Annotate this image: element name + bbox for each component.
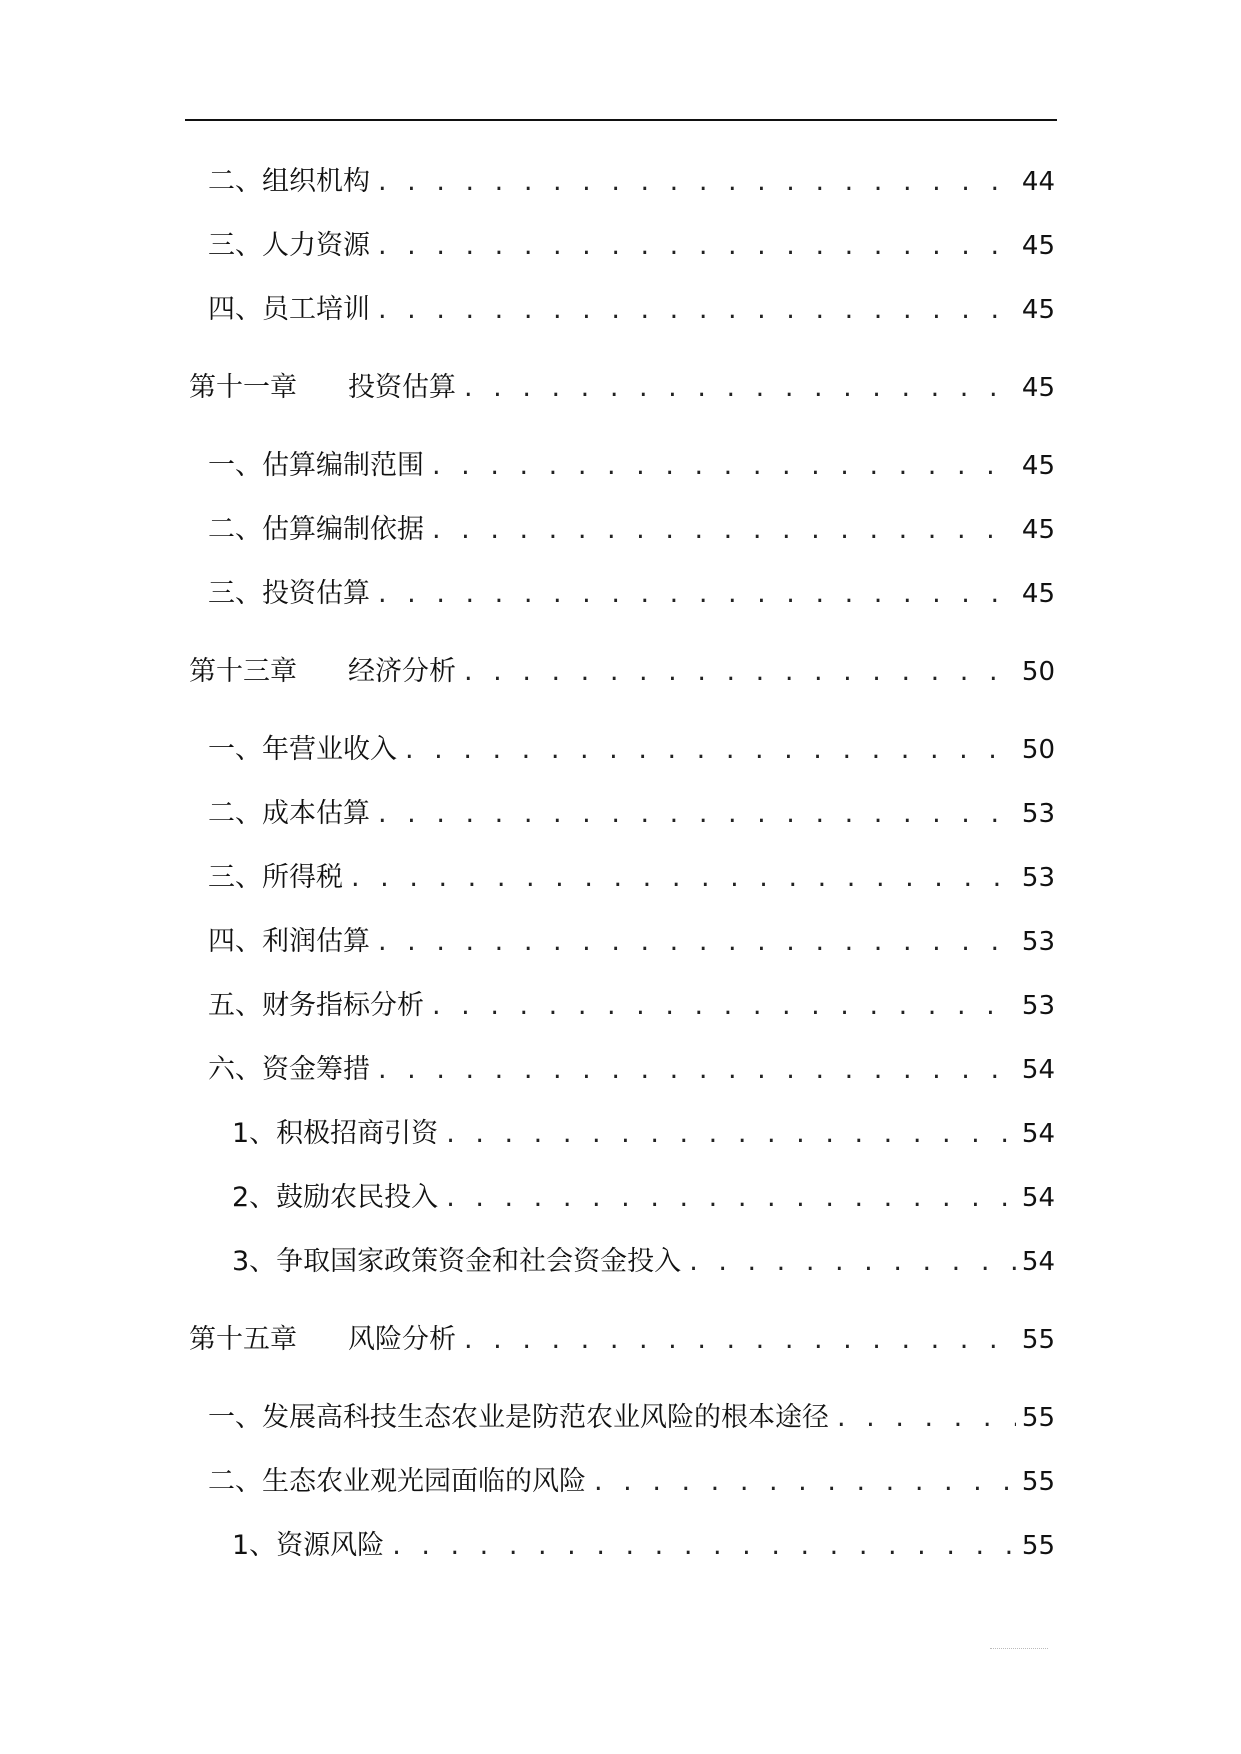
toc-entry[interactable]: [208, 510, 1055, 550]
toc-entry-title: 风险分析: [348, 1324, 456, 1355]
toc-page-number: 55: [1021, 1467, 1055, 1497]
toc-entry-title: 三、投资估算: [208, 578, 370, 609]
dot-leader: [464, 368, 1016, 408]
toc-entry[interactable]: [208, 922, 1055, 962]
toc-entry-title: 1、积极招商引资: [232, 1118, 439, 1149]
chapter-number: 第十一章: [189, 372, 297, 403]
toc-page-number: 45: [1021, 515, 1055, 545]
toc-entry-title: 二、成本估算: [208, 798, 370, 829]
dot-leader: [432, 986, 1016, 1026]
toc-entry[interactable]: [208, 226, 1055, 266]
toc-page-number: 54: [1021, 1055, 1055, 1085]
toc-entry-title: 一、估算编制范围: [208, 450, 424, 481]
dot-leader: [464, 1320, 1016, 1360]
dot-leader: [378, 1050, 1016, 1090]
toc-page-number: 44: [1021, 167, 1055, 197]
toc-entry[interactable]: [208, 446, 1055, 486]
toc-chapter-entry[interactable]: [189, 368, 1055, 408]
dot-leader: [446, 1178, 1016, 1218]
toc-entry-title: 2、鼓励农民投入: [232, 1182, 439, 1213]
dot-leader: [464, 652, 1016, 692]
toc-page-number: 54: [1021, 1247, 1055, 1277]
toc-page-number: 55: [1021, 1325, 1055, 1355]
toc-entry-title: 五、财务指标分析: [208, 990, 424, 1021]
footer-dotted-mark: [990, 1648, 1048, 1649]
dot-leader: [432, 510, 1016, 550]
toc-page-number: 45: [1021, 451, 1055, 481]
toc-page-number: 45: [1021, 579, 1055, 609]
toc-entry[interactable]: [208, 986, 1055, 1026]
toc-chapter-entry[interactable]: [189, 652, 1055, 692]
toc-page-number: 53: [1021, 863, 1055, 893]
toc-subentry[interactable]: [232, 1178, 1055, 1218]
toc-entry[interactable]: [208, 162, 1055, 202]
toc-subentry[interactable]: [232, 1242, 1055, 1282]
toc-page-number: 45: [1021, 231, 1055, 261]
toc-page-number: 53: [1021, 799, 1055, 829]
toc-entry[interactable]: [208, 1462, 1055, 1502]
dot-leader: [446, 1114, 1016, 1154]
dot-leader: [837, 1398, 1016, 1438]
dot-leader: [351, 858, 1016, 898]
toc-entry[interactable]: [208, 1050, 1055, 1090]
toc-page-number: 50: [1021, 657, 1055, 687]
toc-entry-title: 1、资源风险: [232, 1530, 385, 1561]
toc-page-number: 55: [1021, 1403, 1055, 1433]
toc-entry[interactable]: [208, 1398, 1055, 1438]
toc-page-number: 45: [1021, 373, 1055, 403]
toc-entry-title: 二、组织机构: [208, 166, 370, 197]
toc-entry[interactable]: [208, 574, 1055, 614]
toc-subentry[interactable]: [232, 1114, 1055, 1154]
toc-entry-title: 四、员工培训: [208, 294, 370, 325]
toc-subentry[interactable]: [232, 1526, 1055, 1566]
toc-entry-title: 二、估算编制依据: [208, 514, 424, 545]
dot-leader: [378, 162, 1016, 202]
toc-page-number: 54: [1021, 1119, 1055, 1149]
toc-entry-title: 经济分析: [348, 656, 456, 687]
toc-page-number: 55: [1021, 1531, 1055, 1561]
toc-entry-title: 一、年营业收入: [208, 734, 397, 765]
toc-entry-title: 三、所得税: [208, 862, 343, 893]
dot-leader: [392, 1526, 1016, 1566]
toc-entry[interactable]: [208, 290, 1055, 330]
chapter-number: 第十三章: [189, 656, 297, 687]
dot-leader: [378, 226, 1016, 266]
chapter-number: 第十五章: [189, 1324, 297, 1355]
dot-leader: [378, 290, 1016, 330]
toc-entry-title: 六、资金筹措: [208, 1054, 370, 1085]
dot-leader: [378, 922, 1016, 962]
toc-page-number: 53: [1021, 927, 1055, 957]
dot-leader: [689, 1242, 1016, 1282]
toc-entry-title: 二、生态农业观光园面临的风险: [208, 1466, 586, 1497]
toc-entry-title: 四、利润估算: [208, 926, 370, 957]
dot-leader: [594, 1462, 1016, 1502]
toc-entry-title: 一、发展高科技生态农业是防范农业风险的根本途径: [208, 1402, 829, 1433]
toc-page-number: 50: [1021, 735, 1055, 765]
toc-page-number: 54: [1021, 1183, 1055, 1213]
toc-entry[interactable]: [208, 794, 1055, 834]
toc-chapter-entry[interactable]: [189, 1320, 1055, 1360]
dot-leader: [378, 574, 1016, 614]
dot-leader: [378, 794, 1016, 834]
toc-entry[interactable]: [208, 858, 1055, 898]
dot-leader: [405, 730, 1016, 770]
toc-page-number: 53: [1021, 991, 1055, 1021]
toc-entry[interactable]: [208, 730, 1055, 770]
dot-leader: [432, 446, 1016, 486]
toc-entry-title: 投资估算: [348, 372, 456, 403]
toc-entry-title: 三、人力资源: [208, 230, 370, 261]
toc-page-number: 45: [1021, 295, 1055, 325]
toc-entry-title: 3、争取国家政策资金和社会资金投入: [232, 1246, 682, 1277]
